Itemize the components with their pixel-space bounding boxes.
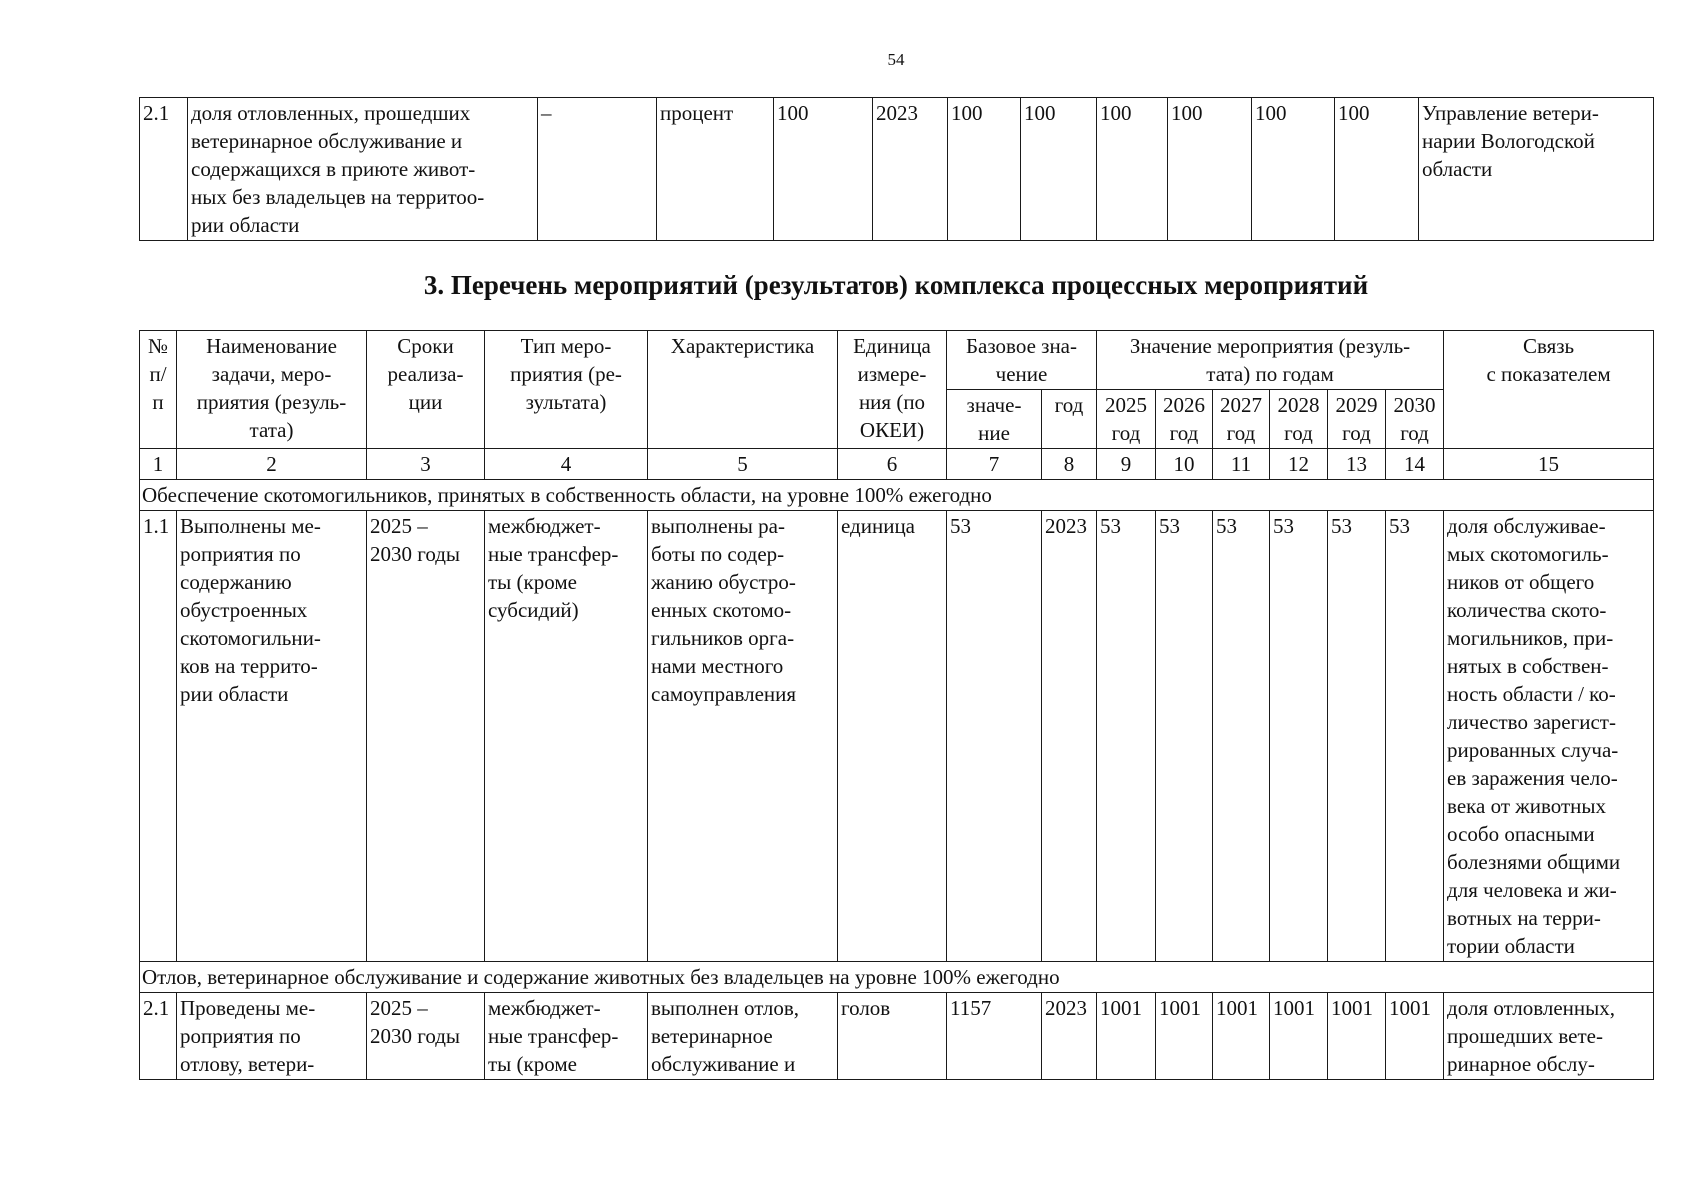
indicator-link: доля обслуживае- мых скотомогиль- ников от общего количества ското- могильников, при- нятых в собствен- ность области / ко- личество зарегист- рированных случа- ев заражения чело- века от животных особо опасными болезнями общими для человека и жи- вотных на терри- тории области [1444, 511, 1654, 962]
header-type: Тип меро- приятия (ре- зультата) [485, 331, 648, 449]
header-row [140, 331, 1654, 390]
group-row-1 [140, 480, 1654, 511]
column-number: 4 [485, 449, 648, 480]
measure-name: Выполнены ме- роприятия по содержанию обустроенных скотомогильни- ков на террито- рии области [177, 511, 367, 962]
header-characteristic: Характеристика [648, 331, 838, 449]
header-unit: Единица измере- ния (по ОКЕИ) [838, 331, 947, 449]
header-base: Базовое зна- чение [947, 331, 1097, 390]
group-row-2 [140, 962, 1654, 993]
measure-unit: единица [838, 511, 947, 962]
table-row [140, 98, 1654, 241]
measure-type: межбюджет- ные трансфер- ты (кроме [485, 993, 648, 1080]
row-number: 2.1 [140, 993, 177, 1080]
responsible-body: Управление ветери- нарии Вологодской области [1419, 98, 1654, 241]
column-number-row [140, 449, 1654, 480]
column-number: 9 [1097, 449, 1156, 480]
value-2026: 100 [1021, 98, 1097, 241]
measure-terms: 2025 – 2030 годы [367, 993, 485, 1080]
header-name: Наименование задачи, меро- приятия (резуль- тата) [177, 331, 367, 449]
table-row [140, 993, 1654, 1080]
header-link: Связь с показателем [1444, 331, 1654, 449]
column-number: 2 [177, 449, 367, 480]
header-base-year: год [1042, 390, 1097, 449]
value-2025: 1001 [1097, 993, 1156, 1080]
section-title: 3. Перечень мероприятий (результатов) комплекса процессных мероприятий [423, 270, 1369, 300]
measure-terms: 2025 – 2030 годы [367, 511, 485, 962]
header-values-by-year: Значение мероприятия (резуль- тата) по годам [1097, 331, 1444, 390]
value-2026: 53 [1156, 511, 1213, 962]
column-number: 11 [1213, 449, 1270, 480]
column-number: 15 [1444, 449, 1654, 480]
measure-name: Проведены ме- роприятия по отлову, ветери- [177, 993, 367, 1080]
value-2029: 53 [1328, 511, 1386, 962]
column-number: 10 [1156, 449, 1213, 480]
base-year: 2023 [873, 98, 948, 241]
table-row [140, 511, 1654, 962]
header-terms: Сроки реализа- ции [367, 331, 485, 449]
base-value: 53 [947, 511, 1042, 962]
base-value: 100 [774, 98, 873, 241]
row-number: 2.1 [140, 98, 188, 241]
measure-type: межбюджет- ные трансфер- ты (кроме субсидий) [485, 511, 648, 962]
value-2025: 100 [948, 98, 1021, 241]
indicator-dash: – [538, 98, 657, 241]
column-number: 14 [1386, 449, 1444, 480]
value-2030: 53 [1386, 511, 1444, 962]
header-base-value: значе- ние [947, 390, 1042, 449]
unit: процент [657, 98, 774, 241]
value-2028: 1001 [1270, 993, 1328, 1080]
base-year: 2023 [1042, 993, 1097, 1080]
value-2029: 100 [1252, 98, 1335, 241]
value-2026: 1001 [1156, 993, 1213, 1080]
column-number: 3 [367, 449, 485, 480]
value-2030: 100 [1335, 98, 1419, 241]
value-2028: 100 [1168, 98, 1252, 241]
measure-characteristic: выполнены ра- боты по содер- жанию обустро- енных скотомо- гильников орга- нами местного самоуправления [648, 511, 838, 962]
value-2027: 100 [1097, 98, 1168, 241]
group-title: Обеспечение скотомогильников, принятых в собственность области, на уровне 100% ежегодно [140, 480, 1654, 511]
header-num: № п/ п [140, 331, 177, 449]
column-number: 12 [1270, 449, 1328, 480]
header-year-2029: 2029 год [1328, 390, 1386, 449]
header-year-2026: 2026 год [1156, 390, 1213, 449]
indicator-link: доля отловленных, прошедших вете- ринарное обслу- [1444, 993, 1654, 1080]
column-number: 13 [1328, 449, 1386, 480]
measures-table [139, 330, 1654, 1080]
value-2030: 1001 [1386, 993, 1444, 1080]
header-year-2025: 2025 год [1097, 390, 1156, 449]
value-2027: 1001 [1213, 993, 1270, 1080]
measure-unit: голов [838, 993, 947, 1080]
base-year: 2023 [1042, 511, 1097, 962]
indicators-table-continuation [139, 97, 1654, 241]
indicator-name: доля отловленных, прошедших ветеринарное обслуживание и содержащихся в приюте живот- ных без владельцев на территоо- рии области [188, 98, 538, 241]
value-2027: 53 [1213, 511, 1270, 962]
row-number: 1.1 [140, 511, 177, 962]
column-number: 5 [648, 449, 838, 480]
measure-characteristic: выполнен отлов, ветеринарное обслуживание и [648, 993, 838, 1080]
base-value: 1157 [947, 993, 1042, 1080]
group-title: Отлов, ветеринарное обслуживание и содержание животных без владельцев на уровне 100% ежегодно [140, 962, 1654, 993]
page-number: 54 [887, 50, 905, 69]
value-2028: 53 [1270, 511, 1328, 962]
header-year-2028: 2028 год [1270, 390, 1328, 449]
value-2029: 1001 [1328, 993, 1386, 1080]
column-number: 1 [140, 449, 177, 480]
value-2025: 53 [1097, 511, 1156, 962]
header-year-2030: 2030 год [1386, 390, 1444, 449]
header-year-2027: 2027 год [1213, 390, 1270, 449]
column-number: 6 [838, 449, 947, 480]
column-number: 8 [1042, 449, 1097, 480]
column-number: 7 [947, 449, 1042, 480]
